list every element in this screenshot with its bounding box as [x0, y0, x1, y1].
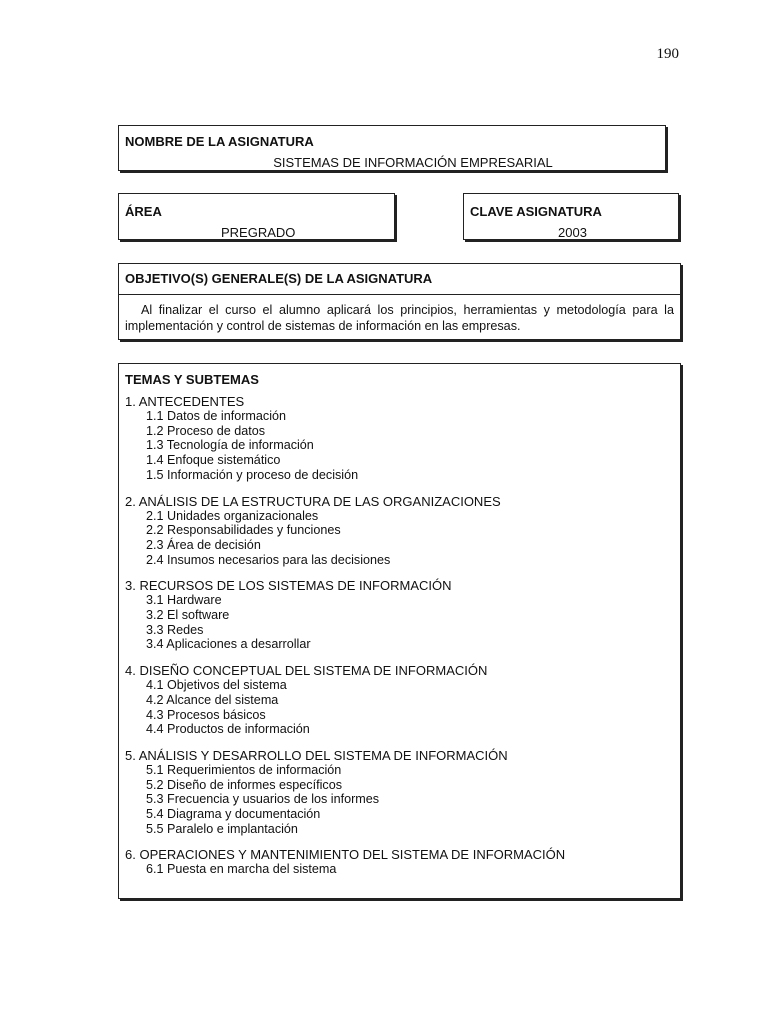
topics-box	[118, 363, 681, 899]
subtopic-item: 1.2 Proceso de datos	[146, 423, 266, 438]
subtopic-item: 2.4 Insumos necesarios para las decisiones	[146, 552, 391, 567]
subtopic-item: 4.3 Procesos básicos	[146, 707, 266, 722]
course-key-value: 2003	[558, 225, 587, 240]
topic-unit	[125, 847, 674, 877]
topic-unit	[125, 394, 674, 483]
topic-title: 3. RECURSOS DE LOS SISTEMAS DE INFORMACIÓN	[125, 578, 452, 594]
subtopic-item: 5.3 Frecuencia y usuarios de los informes	[146, 792, 380, 807]
subtopic-item: 4.4 Productos de información	[146, 722, 310, 737]
objectives-text: Al finalizar el curso el alumno aplicará los principios, herramientas y metodología para la implementación y control de sistemas de información en las empresas.	[125, 303, 674, 333]
subtopic-item: 1.4 Enfoque sistemático	[146, 453, 281, 468]
topic-unit	[125, 663, 674, 737]
topic-title: 4. DISEÑO CONCEPTUAL DEL SISTEMA DE INFORMACIÓN	[125, 663, 488, 679]
area-value: PREGRADO	[221, 225, 296, 240]
subtopic-item: 4.1 Objetivos del sistema	[146, 678, 287, 693]
topic-unit	[125, 578, 674, 652]
subtopic-item: 3.1 Hardware	[146, 593, 222, 608]
course-name-box	[118, 125, 666, 171]
topic-title: 6. OPERACIONES Y MANTENIMIENTO DEL SISTEMA DE INFORMACIÓN	[125, 847, 566, 863]
subtopic-item: 5.2 Diseño de informes específicos	[146, 777, 343, 792]
subtopic-item: 3.4 Aplicaciones a desarrollar	[146, 637, 311, 652]
subtopic-item: 5.1 Requerimientos de información	[146, 762, 342, 777]
topic-title: 5. ANÁLISIS Y DESARROLLO DEL SISTEMA DE INFORMACIÓN	[125, 747, 508, 763]
area-label: ÁREA	[125, 204, 162, 219]
objectives-header	[119, 264, 680, 295]
course-key-label: CLAVE ASIGNATURA	[470, 204, 602, 219]
topics-label: TEMAS Y SUBTEMAS	[125, 372, 259, 387]
subtopic-item: 2.1 Unidades organizacionales	[146, 508, 319, 523]
topic-title: 1. ANTECEDENTES	[125, 394, 245, 409]
page-number: 190	[656, 46, 679, 62]
course-name-value: SISTEMAS DE INFORMACIÓN EMPRESARIAL	[273, 155, 553, 170]
topic-unit	[125, 494, 674, 568]
subtopic-item: 5.5 Paralelo e implantación	[146, 821, 298, 836]
subtopic-item: 2.3 Área de decisión	[146, 537, 261, 552]
course-key-box	[463, 193, 679, 240]
topics-list	[125, 394, 674, 888]
topic-unit	[125, 748, 674, 837]
subtopic-item: 4.2 Alcance del sistema	[146, 692, 279, 707]
topic-title: 2. ANÁLISIS DE LA ESTRUCTURA DE LAS ORGANIZACIONES	[125, 493, 501, 509]
subtopic-item: 6.1 Puesta en marcha del sistema	[146, 862, 337, 877]
area-box	[118, 193, 395, 240]
subtopic-item: 3.3 Redes	[146, 622, 204, 637]
objectives-label: OBJETIVO(S) GENERALE(S) DE LA ASIGNATURA	[125, 271, 433, 286]
subtopic-item: 5.4 Diagrama y documentación	[146, 807, 321, 822]
course-name-label: NOMBRE DE LA ASIGNATURA	[125, 134, 314, 149]
subtopic-item: 3.2 El software	[146, 608, 230, 623]
subtopic-item: 1.5 Información y proceso de decisión	[146, 467, 359, 482]
subtopic-item: 1.3 Tecnología de información	[146, 438, 314, 453]
subtopic-item: 1.1 Datos de información	[146, 409, 287, 423]
subtopic-item: 2.2 Responsabilidades y funciones	[146, 523, 341, 538]
objectives-box	[118, 263, 681, 340]
